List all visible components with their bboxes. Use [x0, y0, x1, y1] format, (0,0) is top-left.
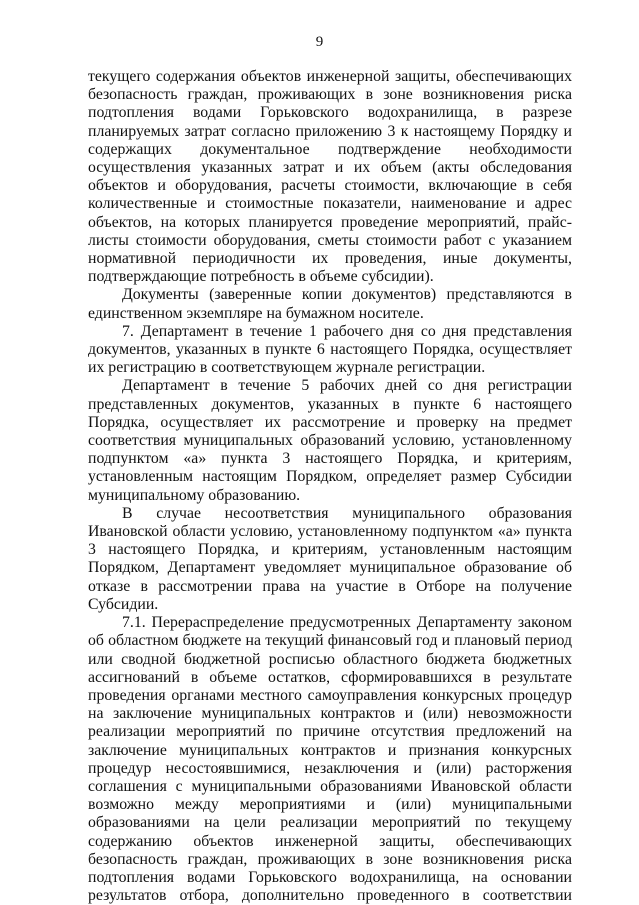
paragraph-refusal-notice: В случае несоответствия муниципального образования Ивановской области условию, установленному подпунктом «а» пункта 3 настоящего Порядка, и критериям, установленным настоящим Порядком, Департамент уведомляет муниципальное образование об отказе в рассмотрении права на участие в Отборе на получение Субсидии. [88, 504, 572, 613]
document-body [88, 68, 572, 905]
paragraph-item-7-registration: 7. Департамент в течение 1 рабочего дня со дня представления документов, указанных в пункте 6 настоящего Порядка, осуществляет их регистрацию в соответствующем журнале регистрации. [88, 322, 572, 377]
paragraph-document-copies: Документы (заверенные копии документов) представляются в единственном экземпляре на бумажном носителе. [88, 286, 572, 322]
paragraph-review-procedure: Департамент в течение 5 рабочих дней со дня регистрации представленных документов, указанных в пункте 6 настоящего Порядка, осуществляет их рассмотрение и проверку на предмет соответствия муниципальных образований условию, установленному подпунктом «а» пункта 3 настоящего Порядка, и критериям, установленным настоящим Порядком, определяет размер Субсидии муниципальному образованию. [88, 377, 572, 504]
page-number: 9 [315, 34, 324, 50]
paragraph-applications-content: текущего содержания объектов инженерной защиты, обеспечивающих безопасность граждан, проживающих в зоне возникновения риска подтопления водами Горьковского водохранилища, в разрезе планируемых затрат согласно приложению 3 к настоящему Порядку и содержащих документальное подтверждение необходимости осуществления указанных затрат и их объем (акты обследования объектов и оборудования, расчеты стоимости, включающие в себя количественные и стоимостные показатели, наименование и адрес объектов, на которых планируется проведение мероприятий, прайс-листы стоимости оборудования, сметы стоимости работ с указанием нормативной периодичности их проведения, иные документы, подтверждающие потребность в объеме субсидии). [88, 68, 572, 286]
paragraph-item-7-1-redistribution: 7.1. Перераспределение предусмотренных Департаменту законом об областном бюджете на текущий финансовый год и плановый период или сводной бюджетной росписью областного бюджета бюджетных ассигнований в объеме остатков, сформировавшихся в результате проведения органами местного самоуправления конкурсных процедур на заключение муниципальных контрактов и (или) невозможности реализации мероприятий по причине отсутствия предложений на заключение муниципальных контрактов и признания конкурсных процедур несостоявшимися, незаключения и (или) расторжения соглашения с муниципальными образованиями Ивановской области возможно между мероприятиями и (или) муниципальными образованиями на цели реализации мероприятий по текущему содержанию объектов инженерной защиты, обеспечивающих безопасность граждан, проживающих в зоне возникновения риска подтопления водами Горьковского водохранилища, на основании результатов отбора, дополнительно проведенного в соответствии [88, 614, 572, 905]
